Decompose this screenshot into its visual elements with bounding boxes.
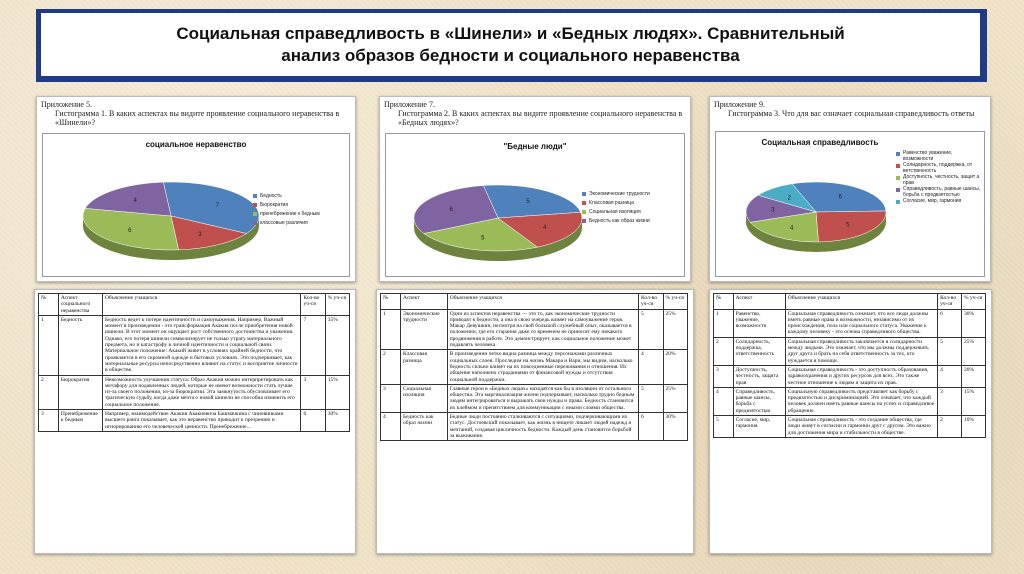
chart-title: социальное неравенство — [145, 140, 247, 149]
legend-swatch — [582, 219, 586, 223]
table-row — [714, 337, 986, 365]
legend-item — [896, 174, 982, 186]
pie-data-label: 4 — [790, 225, 794, 232]
table-cell: 4 — [938, 365, 962, 387]
legend-swatch — [253, 194, 257, 198]
legend-swatch — [896, 152, 900, 156]
chart-area — [385, 133, 685, 277]
table-header-cell: № — [714, 294, 734, 310]
legend-swatch — [896, 200, 900, 204]
students-answers-table — [38, 293, 350, 432]
table-row — [39, 315, 350, 375]
legend-item — [896, 198, 982, 204]
table-panel-3 — [709, 289, 992, 554]
appendix-caption: Приложение 7. — [384, 100, 435, 109]
legend-swatch — [253, 212, 257, 216]
pie-data-label: 6 — [128, 227, 132, 234]
table-cell: 15% — [325, 375, 349, 409]
table-cell: 6 — [301, 410, 325, 432]
table-header-cell: % уч-ся — [325, 294, 349, 316]
table-header-cell: Объяснение учащихся — [447, 294, 638, 310]
table-cell: Невозможность улучшения статуса: Образ Акакия можно интерпретировать как метафору для подавленных людей, которые не имеют возможности стать лучше из-за своего положения, из-за бюрократии. Эта замкнутость обусловливает его трагическую судьбу, когда даже мечта о новой шинели не способна изменить его социальное положение. — [102, 375, 301, 409]
legend-item — [582, 199, 682, 208]
legend-label: Справедливость, равные шансы, борьба с предвзятостью — [903, 186, 981, 198]
chart-panel-header — [37, 97, 355, 127]
histogram-description: Гистограмма 1. В каких аспектах вы видите проявление социального неравенства в «Шинели»? — [55, 109, 340, 127]
table-cell: 30% — [962, 309, 986, 337]
table-row — [714, 416, 986, 438]
chart-panel-header — [710, 97, 990, 118]
pie-data-label: 5 — [481, 235, 485, 242]
table-cell: 5 — [639, 384, 663, 412]
pie-data-label: 6 — [838, 194, 842, 201]
table-cell: 30% — [663, 413, 688, 441]
table-cell: Главные герои в «Бедных людях» находятся как бы в изоляции от остального общества. Эта маргинализация жизни подчеркивает, насколько трудно бедным людям интегрироваться и выражать свои нужды и права. Бедность становится их клеймом и препятствием для коммуникации с иными слоями общества. — [447, 384, 638, 412]
table-cell: Социальная изоляция — [401, 384, 448, 412]
legend-label: Доступность, честность, защит а прав — [903, 174, 980, 186]
table-cell: 2 — [39, 375, 59, 409]
table-cell: 1 — [39, 315, 59, 375]
table-header-cell: Аспект — [733, 294, 785, 310]
legend-label: пренебрежение к бедным — [260, 211, 320, 217]
table-cell: Бюрократия — [58, 375, 102, 409]
table-cell: Доступность, честность, защита прав — [733, 365, 785, 387]
pie-data-label: 2 — [787, 195, 791, 202]
table-header-row — [381, 294, 688, 310]
legend-label: Бюрократия — [260, 202, 289, 208]
table-panel-2 — [376, 289, 694, 554]
title-line-2: анализ образов бедности и социального неравенства — [281, 45, 740, 65]
students-answers-table — [713, 293, 986, 438]
legend-label: Солидарность, поддержка, от ветственность — [903, 162, 973, 174]
table-row — [39, 410, 350, 432]
legend-swatch — [582, 192, 586, 196]
legend-label: Бедность — [260, 193, 282, 199]
table-cell: 3 — [381, 384, 401, 412]
table-cell: 2 — [714, 337, 734, 365]
table-cell: 5 — [938, 337, 962, 365]
table-cell: Социальная справедливость - это доступность образования, здравоохранения и других ресурсов для всех. Это также честное отношение к людям и защита их прав. — [785, 365, 937, 387]
table-cell: 1 — [714, 309, 734, 337]
table-cell: 20% — [663, 350, 688, 384]
legend-label: Согласие, мир, гармония — [903, 198, 962, 204]
pie-data-label: 4 — [543, 224, 547, 231]
table-cell: 20% — [962, 365, 986, 387]
legend-swatch — [253, 221, 257, 225]
table-cell: 5 — [639, 309, 663, 350]
table-header-cell: Объяснение учащихся — [785, 294, 937, 310]
legend-swatch — [896, 164, 900, 168]
legend-label: Классовая разница — [589, 200, 634, 206]
table-header-row — [714, 294, 986, 310]
chart-panel-2 — [379, 96, 691, 282]
chart-area — [42, 133, 350, 277]
table-cell: Солидарность, поддержка, ответственность — [733, 337, 785, 365]
table-cell: Например, взаимодействие Акакия Акакиевича Башмачкина с чиновниками высшего ранга показывает, как это неравенство приводит к презрению и игнорированию его человеческой ценности. Пренебрежение... — [102, 410, 301, 432]
legend-item — [253, 219, 345, 228]
table-header-cell: Кол-во уч-ся — [639, 294, 663, 310]
legend-swatch — [253, 203, 257, 207]
table-cell: 15% — [962, 387, 986, 415]
legend-item — [582, 190, 682, 199]
pie-data-label: 5 — [526, 199, 530, 206]
legend-label: Равенство уважение, возможности — [903, 150, 953, 162]
table-cell: 6 — [938, 309, 962, 337]
table-cell: 3 — [938, 387, 962, 415]
slide-title — [41, 13, 980, 76]
appendix-caption: Приложение 9. — [714, 100, 765, 109]
pie-data-label: 4 — [133, 198, 137, 205]
chart-legend — [582, 190, 682, 226]
table-cell: Пренебрежение к бедным — [58, 410, 102, 432]
legend-swatch — [582, 210, 586, 214]
table-cell: Справедливость, равные шансы, борьба с предвзятостью — [733, 387, 785, 415]
table-header-row — [39, 294, 350, 316]
legend-swatch — [582, 201, 586, 205]
table-cell: Согласие, мир, гармония — [733, 416, 785, 438]
chart-panel-header — [380, 97, 690, 127]
chart-title: Социальная справедливость — [761, 138, 879, 147]
histogram-description: Гистограмма 3. Что для вас означает социальная справедливость ответы — [728, 109, 975, 118]
table-cell: Классовая разница — [401, 350, 448, 384]
table-header-cell: Аспект — [401, 294, 448, 310]
table-cell: 35% — [325, 315, 349, 375]
title-line-1: Социальная справедливость в «Шинели» и «Бедных людях». Сравнительный — [176, 23, 845, 43]
table-cell: Социальная справедливость заключается в солидарности между людьми. Это означает, что мы должны поддерживать друг друга и брать на себя ответственность за тех, кто нуждается в помощи. — [785, 337, 937, 365]
table-cell: 5 — [714, 416, 734, 438]
chart-panel-1 — [36, 96, 356, 282]
table-cell: Социальная справедливость означает, что все люди должны иметь равные права и возможности, независимо от их происхождения, пола или социального статуса. Уважение к каждому человеку - это основа справедливого общества. — [785, 309, 937, 337]
pie-data-label: 3 — [198, 231, 202, 238]
table-row — [381, 350, 688, 384]
table-header-cell: Объяснение учащихся — [102, 294, 301, 316]
table-cell: 4 — [639, 350, 663, 384]
legend-label: Бедность как образ жизни — [589, 218, 650, 224]
pie-data-label: 7 — [215, 202, 219, 209]
legend-item — [896, 162, 982, 174]
table-cell: 6 — [639, 413, 663, 441]
table-header-cell: % уч-ся — [663, 294, 688, 310]
table-cell: 7 — [301, 315, 325, 375]
students-answers-table — [380, 293, 688, 441]
table-cell: В произведении четко видна разница между персонажами различных социальных слоев. Проследим на жизнь Макара и Вари, мы видим, насколько бедность сильно влияет на их повседневные переживания и отношения. Их общение наполнено страданиями от финансовой нужды и отсутствия социальной поддержки. — [447, 350, 638, 384]
table-cell: 2 — [381, 350, 401, 384]
appendix-caption: Приложение 5. — [41, 100, 92, 109]
legend-item — [253, 192, 345, 201]
table-cell: 3 — [714, 365, 734, 387]
table-cell: 4 — [714, 387, 734, 415]
legend-item — [582, 208, 682, 217]
table-cell: 10% — [962, 416, 986, 438]
legend-label: классовые различия — [260, 220, 308, 226]
table-cell: Социальная справедливость - это создание общества, где люди живут в согласии и гармонии друг с другом. Это важно для достижения мира и стабильности в обществе. — [785, 416, 937, 438]
legend-label: Экономические трудности — [589, 191, 650, 197]
chart-title: "Бедные люди" — [503, 142, 567, 151]
table-cell: 1 — [381, 309, 401, 350]
chart-area — [715, 131, 985, 277]
legend-item — [896, 150, 982, 162]
legend-label: Социальная изоляция — [589, 209, 641, 215]
table-cell: 3 — [39, 410, 59, 432]
table-header-cell: Кол-во уч-ся — [938, 294, 962, 310]
table-header-cell: № — [381, 294, 401, 310]
table-cell: Одни из аспектов неравенства — это то, как экономические трудности приводят к бедности, а она в свою очередь влияет на самоуважение героя. Макар Девушкин, несмотря на свой большой служебный опыт, оказывается в положении, где его старания даже со временем не приносят ему никакого продвижения в работе. Это демонстрирует, как социальное положение может подавлять человека. — [447, 309, 638, 350]
legend-swatch — [896, 176, 900, 180]
table-panel-1 — [34, 289, 356, 554]
table-cell: 30% — [325, 410, 349, 432]
chart-legend — [896, 150, 982, 204]
table-row — [381, 413, 688, 441]
table-row — [714, 365, 986, 387]
pie-data-label: 6 — [449, 207, 453, 214]
pie-data-label: 5 — [846, 222, 850, 229]
table-header-cell: Аспект социального неравенства — [58, 294, 102, 316]
table-row — [381, 384, 688, 412]
table-cell: 25% — [663, 384, 688, 412]
table-cell: 25% — [962, 337, 986, 365]
legend-item — [896, 186, 982, 198]
table-cell: Экономические трудности — [401, 309, 448, 350]
legend-item — [582, 217, 682, 226]
table-header-cell: % уч-ся — [962, 294, 986, 310]
table-cell: Бедные люди постоянно сталкиваются с ситуациями, подчеркивающими их статус. Достоевский показывает, как жизнь в нищете лишает людей надежд и мечтаний, создавая цикличность бедности. Каждый день становится борьбой за выживание. — [447, 413, 638, 441]
table-cell: Социальную справедливость представляет как борьбу с предвзятостью и дискриминацией. Это означает, что каждый человек должен иметь равные шансы на успех и справедливое обращение. — [785, 387, 937, 415]
table-row — [381, 309, 688, 350]
legend-item — [253, 210, 345, 219]
table-cell: 4 — [381, 413, 401, 441]
table-cell: Бедность как образ жизни — [401, 413, 448, 441]
legend-item — [253, 201, 345, 210]
legend-swatch — [896, 188, 900, 192]
table-row — [714, 309, 986, 337]
table-cell: Бедность ведет к потере идентичности и самоуважения. Например, Важный момент в произведении - это трансформация Акакия после приобретения новой шинели. В этот момент он ощущает рост собственного достоинства и уважения. Однако, его потеря шинели символизирует не только утрату материального предмета, но и катастрофу в личной идентичности и социальной связи. Материальное положение: Акакий живет в условиях крайней бедности, что проявляется в его скромной одежде и бытовых условиях. Это подчеркивает, как материальные ресурсы непосредственно влияют на статус и восприятие личности в обществе. — [102, 315, 301, 375]
table-cell: 2 — [938, 416, 962, 438]
table-cell: Равенство, уважение, возможности — [733, 309, 785, 337]
table-cell: 3 — [301, 375, 325, 409]
table-cell: 25% — [663, 309, 688, 350]
table-header-cell: Кол-во уч-ся — [301, 294, 325, 316]
table-row — [714, 387, 986, 415]
table-row — [39, 375, 350, 409]
pie-data-label: 3 — [771, 207, 775, 214]
chart-panel-3 — [709, 96, 991, 282]
chart-legend — [253, 192, 345, 228]
histogram-description: Гистограмма 2. В каких аспектах вы видите проявление социального неравенства в «Бедных людях»? — [398, 109, 683, 127]
table-header-cell: № — [39, 294, 59, 316]
table-cell: Бедность — [58, 315, 102, 375]
